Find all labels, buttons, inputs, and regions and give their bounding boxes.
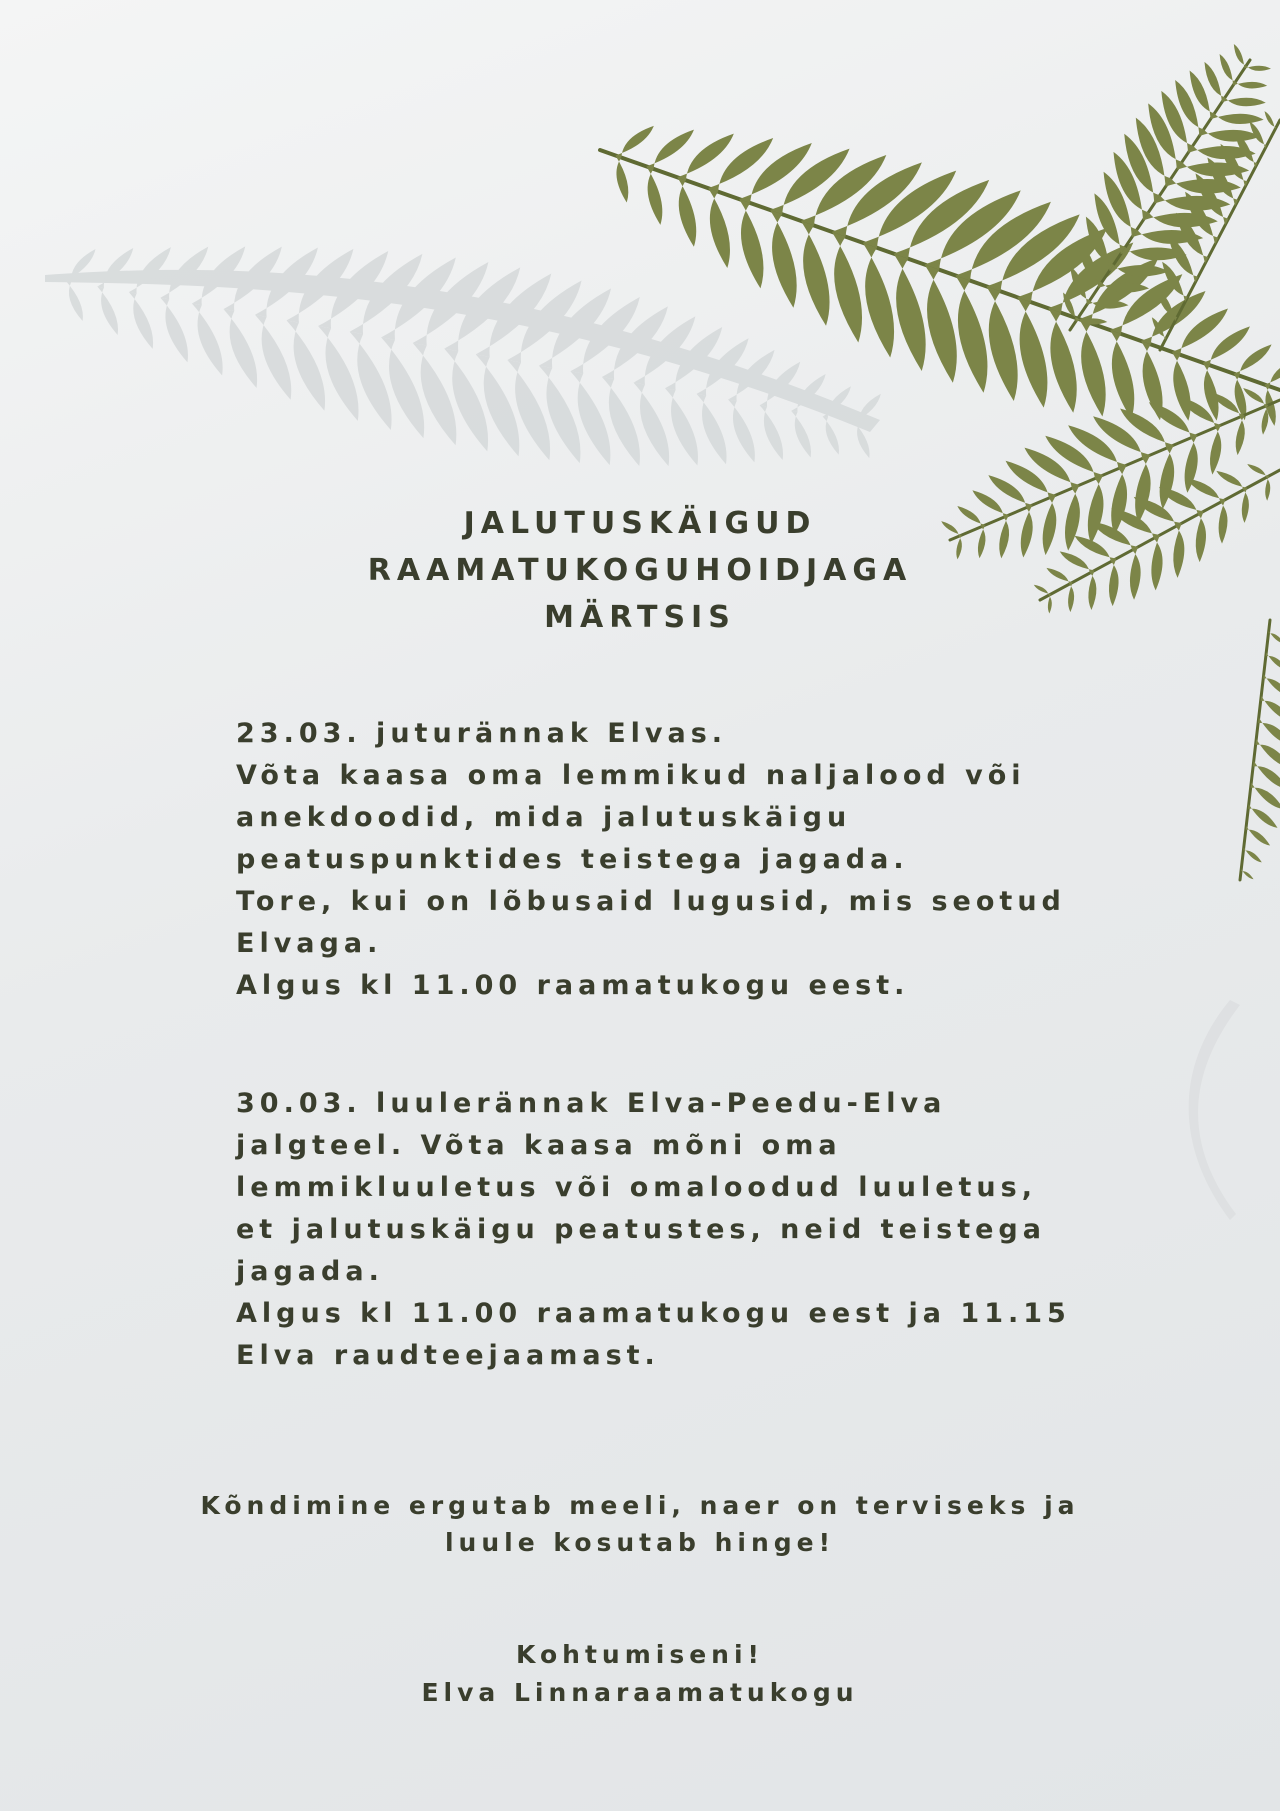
event-line: Tore, kui on lõbusaid lugusid, mis seotud	[236, 886, 1066, 917]
title-line: RAAMATUKOGUHOIDJAGA	[367, 553, 913, 588]
title-line: JALUTUSKÄIGUD	[463, 506, 817, 541]
event-line: Elva raudteejaamast.	[236, 1340, 660, 1371]
event-line: jalgteel. Võta kaasa mõni oma	[236, 1130, 842, 1161]
closing-line: luule kosutab hinge!	[444, 1528, 836, 1557]
poster-title	[0, 500, 1280, 641]
event-line: 30.03. luulerännak Elva-Peedu-Elva	[236, 1088, 947, 1119]
closing-message	[0, 1487, 1280, 1561]
event-line: 23.03. juturännak Elvas.	[236, 718, 728, 749]
event-line: anekdoodid, mida jalutuskäigu	[236, 802, 852, 833]
event-line: lemmikluuletus või omaloodud luuletus,	[236, 1172, 1037, 1203]
signoff-greeting: Kohtumiseni!	[516, 1640, 764, 1669]
closing-line: Kõndimine ergutab meeli, naer on terviseks ja	[200, 1491, 1080, 1520]
event-juturannak	[236, 713, 1136, 1007]
event-luulerannak	[236, 1083, 1136, 1377]
signoff	[0, 1636, 1280, 1712]
event-line: Võta kaasa oma lemmikud naljalood või	[236, 760, 1026, 791]
event-line: Algus kl 11.00 raamatukogu eest ja 11.15	[236, 1298, 1071, 1329]
event-line: jagada.	[236, 1256, 384, 1287]
event-line: Algus kl 11.00 raamatukogu eest.	[236, 970, 910, 1001]
event-line: Elvaga.	[236, 928, 383, 959]
event-line: et jalutuskäigu peatustes, neid teistega	[236, 1214, 1046, 1245]
signoff-organization: Elva Linnaraamatukogu	[421, 1678, 859, 1707]
title-line: MÄRTSIS	[544, 600, 736, 635]
event-line: peatuspunktides teistega jagada.	[236, 844, 909, 875]
